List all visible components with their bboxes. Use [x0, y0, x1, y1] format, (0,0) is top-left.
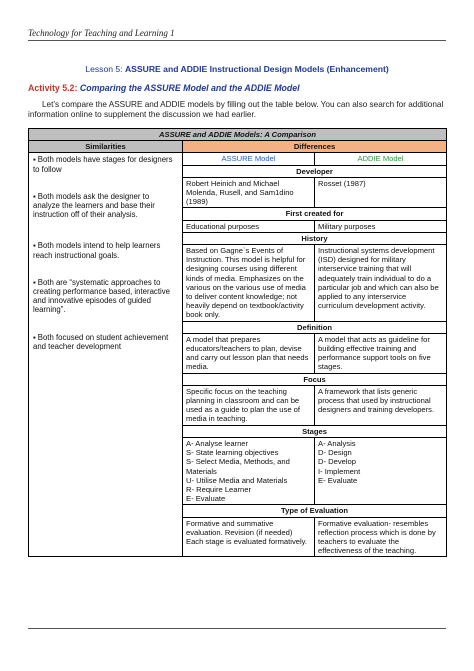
similarity-item: ▪ Both models intend to help learners reach instructional goals.: [33, 241, 161, 260]
assure-evaluation: Formative and summative evaluation. Revision (if needed) Each stage is evaluated formatively.: [183, 517, 315, 557]
assure-first-created: Educational purposes: [183, 220, 315, 232]
similarity-item: ▪ Both models have stages for designers to follow: [33, 155, 173, 174]
stage-item: S- State learning objectives: [186, 448, 279, 458]
assure-focus: Specific focus on the teaching planning in classroom and can be used as a guide to plan the use of media in teaching.: [183, 385, 315, 425]
section-history: History: [183, 232, 447, 244]
assure-definition: A model that prepares educators/teachers to plan, devise and carry out lesson plan that needs media.: [183, 333, 315, 373]
footer-rule: [28, 628, 446, 629]
stage-item: E- Evaluate: [186, 494, 226, 504]
header-rule: [28, 40, 446, 41]
running-header: Technology for Teaching and Learning 1: [28, 28, 175, 38]
lesson-prefix: Lesson 5:: [85, 64, 123, 74]
addie-stages: [315, 437, 447, 504]
stage-item: D- Develop: [318, 457, 356, 467]
section-developer: Developer: [183, 165, 447, 177]
activity-heading: [28, 83, 300, 93]
intro-paragraph: Let’s compare the ASSURE and ADDIE models by filling out the table below. You can also search for additional information online to supplement the discussion we had earlier.: [28, 100, 444, 119]
stage-item: D- Design: [318, 448, 352, 458]
section-definition: Definition: [183, 321, 447, 333]
lesson-title: [0, 64, 474, 74]
similarity-item: ▪ Both focused on student achievement and teacher development: [33, 332, 169, 351]
similarities-column: [29, 153, 183, 557]
addie-developer: Rosset (1987): [315, 177, 447, 208]
differences-header: Differences: [183, 141, 447, 153]
assure-stages: [183, 437, 315, 504]
section-stages: Stages: [183, 425, 447, 437]
stage-item: I- Implement: [318, 466, 361, 476]
section-evaluation: Type of Evaluation: [183, 505, 447, 517]
activity-title: Comparing the ASSURE Model and the ADDIE Model: [79, 83, 300, 93]
stage-item: R- Require Learner: [186, 484, 251, 494]
similarities-header: Similarities: [29, 141, 183, 153]
addie-history: Instructional systems development (ISD) designed for military interservice training that will adequately train individual to do a particular job and which can also be applied to any interservice curriculum development activity.: [315, 245, 447, 322]
lesson-name: ASSURE and ADDIE Instructional Design Models (Enhancement): [124, 64, 389, 74]
stage-item: A- Analysis: [318, 438, 356, 448]
addie-focus: A framework that lists generic process that used by instructional designers and training developers.: [315, 385, 447, 425]
assure-developer: Robert Heinich and Michael Molenda, Rusell, and Sam1dino (1989): [183, 177, 315, 208]
comparison-table: [28, 128, 447, 557]
assure-history: Based on Gagne`s Events of Instruction. This model is helpful for designing courses using different kinds of media. Emphasizes on the various on the various use of media to deliver content knowledge; not heavily depend on textbook/activity book only.: [183, 245, 315, 322]
activity-number: Activity 5.2:: [28, 83, 78, 93]
similarity-item: ▪ Both are “systematic approaches to creating performance based, interactive and innovative episodes of guided learning”.: [33, 277, 170, 315]
stage-item: A- Analyse learner: [186, 438, 249, 448]
stage-item: S- Select Media, Methods, and Materials: [186, 457, 290, 476]
addie-model-label: ADDIE Model: [315, 153, 447, 165]
stage-item: E- Evaluate: [318, 475, 358, 485]
addie-evaluation: Formative evaluation- resembles reflection process which is done by teachers to evaluate the effectiveness of the teaching.: [315, 517, 447, 557]
stage-item: U- Utilise Media and Materials: [186, 475, 288, 485]
similarity-item: ▪ Both models ask the designer to analyze the learners and base their instruction off of their analysis.: [33, 191, 155, 220]
assure-model-label: ASSURE Model: [183, 153, 315, 165]
addie-first-created: Military purposes: [315, 220, 447, 232]
section-focus: Focus: [183, 373, 447, 385]
table-caption: ASSURE and ADDIE Models: A Comparison: [29, 129, 447, 141]
addie-definition: A model that acts as guideline for building effective training and performance support tools on five stages.: [315, 333, 447, 373]
section-first-created: First created for: [183, 208, 447, 220]
